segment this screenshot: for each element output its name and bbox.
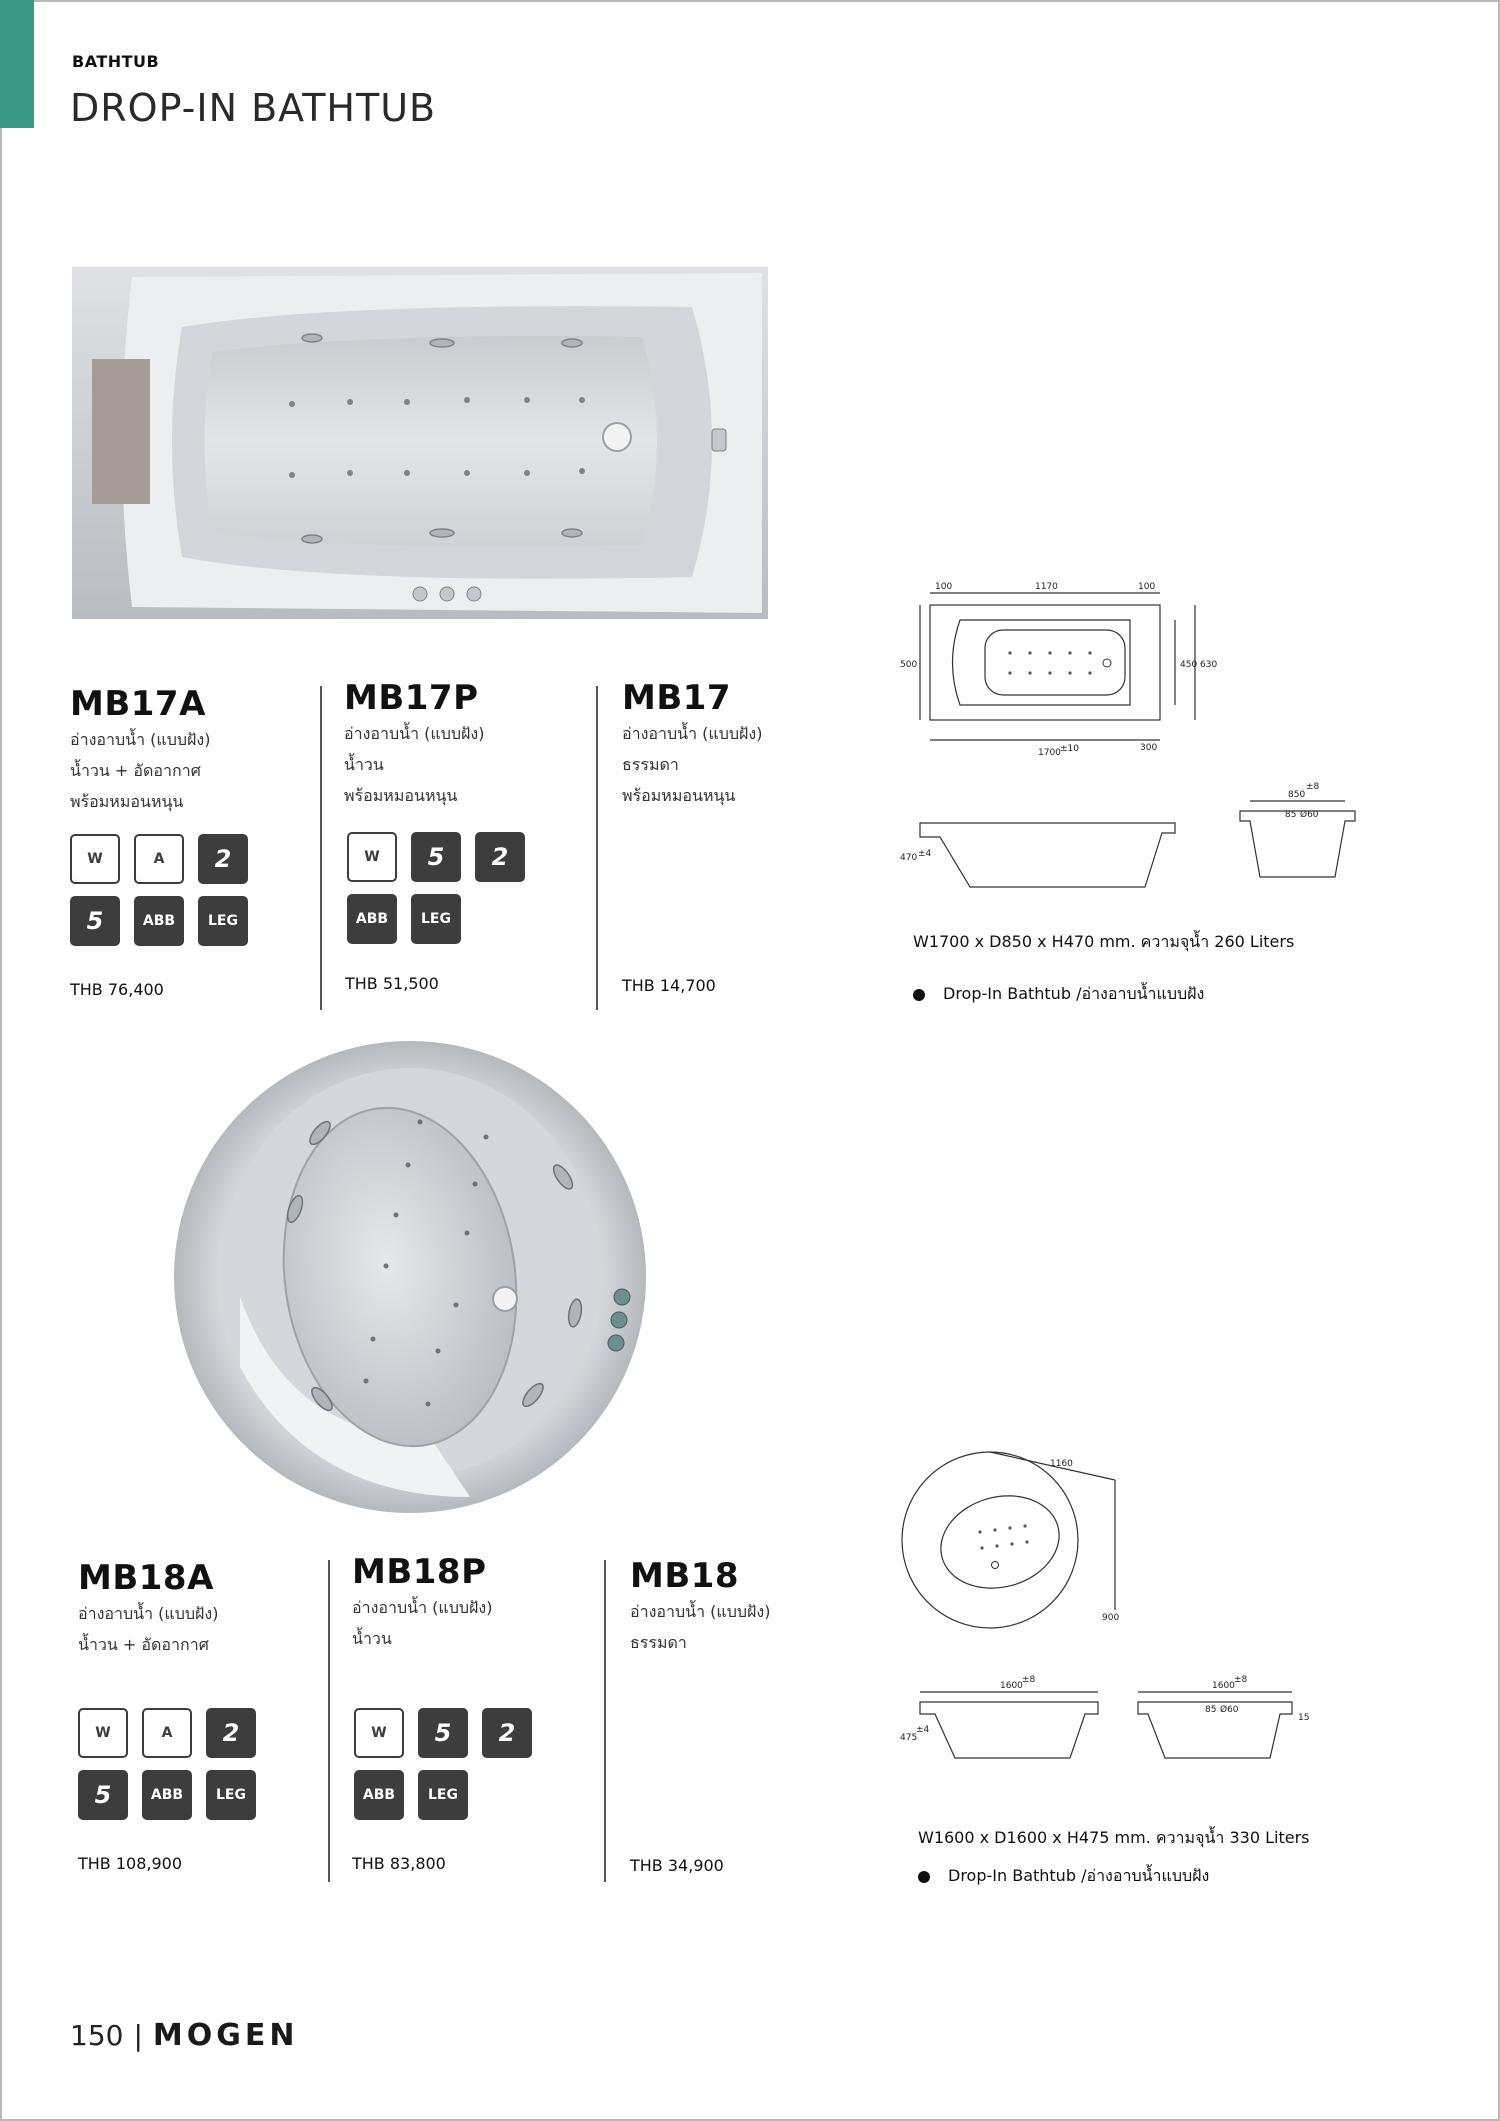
round-bathtub-photo <box>170 1037 650 1517</box>
abb-icon: ABB <box>354 1770 404 1820</box>
footer-separator: | <box>133 2019 143 2052</box>
category-label: BATHTUB <box>72 52 160 71</box>
five-year-guarantee-icon: 5 <box>411 832 461 882</box>
dim-inner-2: 85 <box>1205 1705 1217 1715</box>
technical-drawing-round <box>900 1440 1360 1764</box>
bullet-text: Drop-In Bathtub /อ่างอาบน้ำแบบฝัง <box>943 984 1205 1003</box>
product-desc-line: อ่างอาบน้ำ (แบบฝัง) <box>78 1604 219 1623</box>
dim-end-small: Ø60 <box>1300 810 1319 820</box>
product-card-mb17 <box>622 678 872 811</box>
whirlpool-jet-icon: W <box>70 834 120 884</box>
product-desc-line: ธรรมดา <box>630 1633 687 1652</box>
air-jet-icon: A <box>142 1708 192 1758</box>
product-code: MB18 <box>630 1556 740 1596</box>
product-desc-line: อ่างอาบน้ำ (แบบฝัง) <box>352 1598 493 1617</box>
product-desc-line: พร้อมหมอนหนุน <box>344 786 458 805</box>
dim-top-mid: 1170 <box>1035 582 1058 592</box>
two-year-guarantee-icon: 2 <box>475 832 525 882</box>
dim-top-right: 100 <box>1138 582 1156 592</box>
product-price: THB 108,900 <box>78 1854 183 1873</box>
product-card-mb18a <box>78 1558 328 1660</box>
product-desc-line: อ่างอาบน้ำ (แบบฝัง) <box>630 1602 771 1621</box>
product-price: THB 83,800 <box>352 1854 446 1873</box>
product-code: MB18P <box>352 1552 487 1592</box>
product-price: THB 51,500 <box>345 974 439 993</box>
product-card-mb18 <box>630 1556 880 1658</box>
product-price: THB 76,400 <box>70 980 164 999</box>
two-year-guarantee-icon: 2 <box>482 1708 532 1758</box>
product-price: THB 14,700 <box>622 976 716 995</box>
air-jet-icon: A <box>134 834 184 884</box>
adjustable-leg-icon: LEG <box>411 894 461 944</box>
product-card-mb17a <box>70 684 320 817</box>
product-desc-line: อ่างอาบน้ำ (แบบฝัง) <box>622 724 763 743</box>
adjustable-leg-icon: LEG <box>418 1770 468 1820</box>
bullet-rectangular <box>913 982 1204 1007</box>
product-desc-line: ธรรมดา <box>622 755 679 774</box>
dim-diagonal: 1160 <box>1050 1459 1073 1469</box>
product-card-mb17p <box>344 678 594 811</box>
adjustable-leg-icon: LEG <box>198 896 248 946</box>
bullet-dot-icon <box>913 989 925 1001</box>
dim-small: Ø60 <box>1220 1705 1239 1715</box>
product-desc-line: พร้อมหมอนหนุน <box>622 786 736 805</box>
dim-height: 475 <box>900 1733 918 1743</box>
dim-left: 500 <box>900 660 918 670</box>
dim-end-width-tol: ±8 <box>1306 782 1320 792</box>
column-divider <box>604 1560 606 1882</box>
spec-rectangular: W1700 x D850 x H470 mm. ความจุน้ำ 260 Liters <box>913 932 1295 951</box>
section-accent-tab <box>0 0 34 128</box>
dim-bottom: 1700 <box>1038 748 1061 758</box>
abb-icon: ABB <box>134 896 184 946</box>
five-year-guarantee-icon: 5 <box>418 1708 468 1758</box>
product-card-mb18p <box>352 1552 602 1654</box>
dim-right-a: 450 <box>1180 660 1198 670</box>
product-desc-line: น้ำวน + อัดอากาศ <box>78 1635 209 1654</box>
technical-drawing-rectangular <box>900 575 1360 899</box>
adjustable-leg-icon: LEG <box>206 1770 256 1820</box>
dim-end-inner: 85 <box>1285 810 1297 820</box>
dim-side-height: 470 <box>900 853 918 863</box>
dim-side-height-tol: ±4 <box>918 849 932 859</box>
product-desc-line: อ่างอาบน้ำ (แบบฝัง) <box>344 724 485 743</box>
page-title: DROP-IN BATHTUB <box>70 86 437 130</box>
five-year-guarantee-icon: 5 <box>78 1770 128 1820</box>
product-code: MB17A <box>70 684 206 724</box>
dim-top-left: 100 <box>935 582 953 592</box>
dim-inner: 900 <box>1102 1613 1120 1623</box>
dim-rim: 15 <box>1298 1713 1310 1723</box>
page-number: 150 <box>70 2019 124 2052</box>
two-year-guarantee-icon: 2 <box>198 834 248 884</box>
column-divider <box>328 1560 330 1882</box>
product-desc-line: พร้อมหมอนหนุน <box>70 792 184 811</box>
dim-width-2: 1600 <box>1212 1681 1235 1691</box>
bullet-dot-icon <box>918 1871 930 1883</box>
feature-badges-mb17a <box>70 834 248 946</box>
feature-badges-mb18a <box>78 1708 256 1820</box>
column-divider <box>596 686 598 1010</box>
dim-right-b: 630 <box>1200 660 1218 670</box>
product-desc-line: น้ำวน + อัดอากาศ <box>70 761 201 780</box>
bullet-text: Drop-In Bathtub /อ่างอาบน้ำแบบฝัง <box>948 1866 1210 1885</box>
page-footer <box>70 2018 298 2053</box>
product-desc-line: น้ำวน <box>344 755 384 774</box>
abb-icon: ABB <box>347 894 397 944</box>
whirlpool-jet-icon: W <box>354 1708 404 1758</box>
dim-height-tol: ±4 <box>916 1725 930 1735</box>
rectangular-bathtub-photo <box>72 267 768 619</box>
feature-badges-mb18p <box>354 1708 532 1820</box>
dim-width-1: 1600 <box>1000 1681 1023 1691</box>
product-code: MB17P <box>344 678 479 718</box>
feature-badges-mb17p <box>347 832 525 944</box>
brand-logo: MOGEN <box>152 2018 299 2053</box>
whirlpool-jet-icon: W <box>78 1708 128 1758</box>
five-year-guarantee-icon: 5 <box>70 896 120 946</box>
dim-bottom-right: 300 <box>1140 743 1158 753</box>
product-code: MB18A <box>78 1558 214 1598</box>
product-code: MB17 <box>622 678 732 718</box>
column-divider <box>320 686 322 1010</box>
product-desc-line: น้ำวน <box>352 1629 392 1648</box>
dim-end-width: 850 <box>1288 790 1306 800</box>
dim-width-2-tol: ±8 <box>1234 1675 1248 1685</box>
dim-bottom-tol: ±10 <box>1060 744 1079 754</box>
abb-icon: ABB <box>142 1770 192 1820</box>
two-year-guarantee-icon: 2 <box>206 1708 256 1758</box>
spec-round: W1600 x D1600 x H475 mm. ความจุน้ำ 330 Liters <box>918 1828 1310 1847</box>
bullet-round <box>918 1864 1209 1889</box>
product-desc-line: อ่างอาบน้ำ (แบบฝัง) <box>70 730 211 749</box>
dim-width-1-tol: ±8 <box>1022 1675 1036 1685</box>
whirlpool-jet-icon: W <box>347 832 397 882</box>
product-price: THB 34,900 <box>630 1856 724 1875</box>
